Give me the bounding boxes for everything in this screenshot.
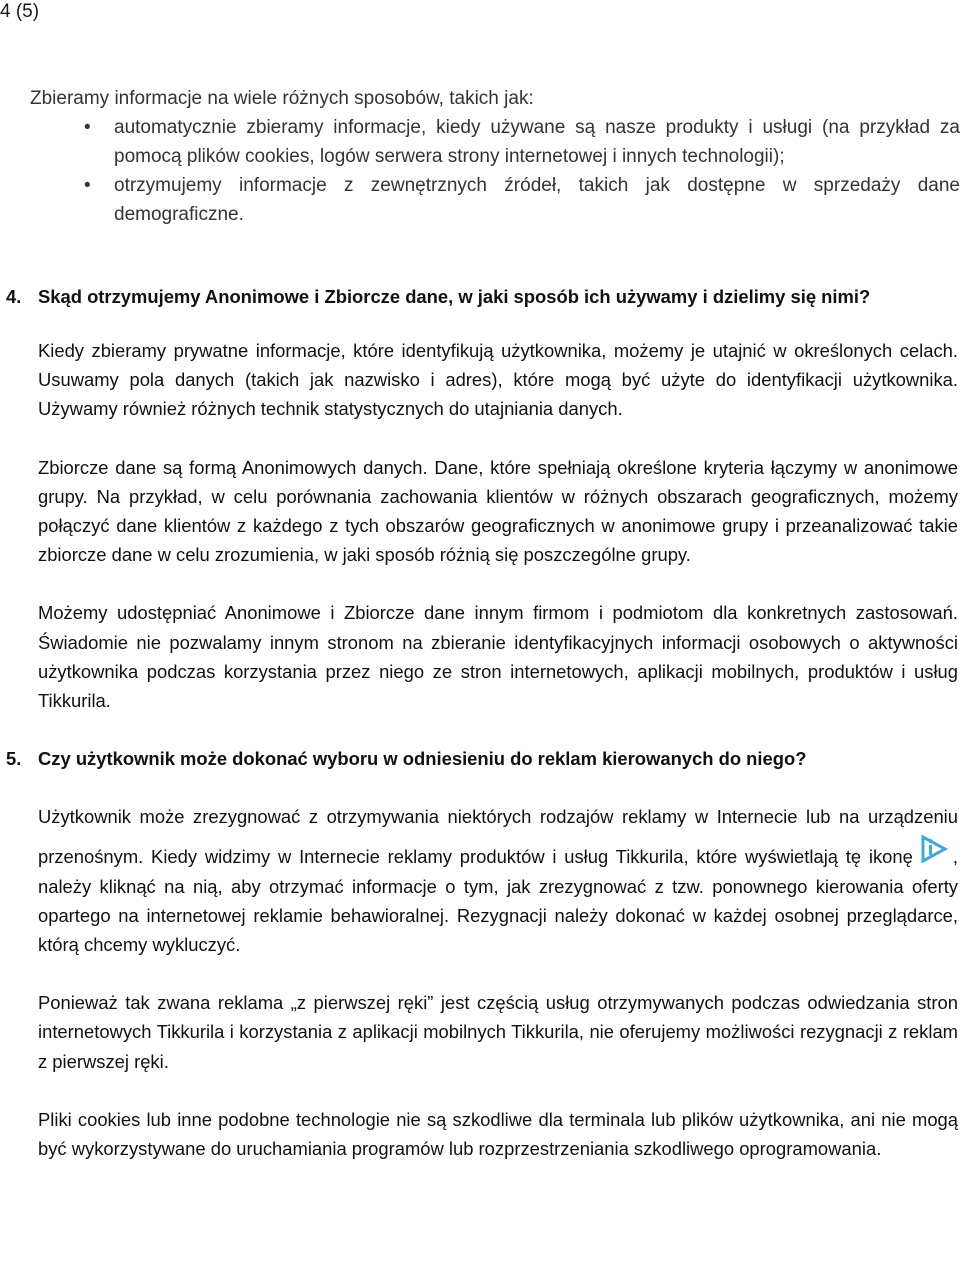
paragraph: Pliki cookies lub inne podobne technologie nie są szkodliwe dla terminala lub plików użytkownika, ani nie mogą być wykorzystywane do uruchamiania programów lub rozprzestrzeniania szkodliwego oprogramowania.	[38, 1108, 958, 1160]
section-4-heading	[6, 282, 958, 311]
paragraph	[38, 802, 958, 959]
document-body	[6, 282, 958, 1192]
section-title: Czy użytkownik może dokonać wyboru w odniesieniu do reklam kierowanych do niego?	[38, 748, 807, 770]
paragraph: Zbiorcze dane są formą Anonimowych danych. Dane, które spełniają określone kryteria łączymy w anonimowe grupy. Na przykład, w celu porównania zachowania klientów w różnych obszarach geograficznych, możemy połączyć dane klientów z każdego z tych obszarów geograficznych w anonimowe grupy i przeanalizować takie zbiorcze dane w celu zrozumienia, w jaki sposób różnią się poszczególne grupy.	[38, 456, 958, 566]
paragraph-text: , należy kliknąć na nią, aby otrzymać informacje o tym, jak zrezygnować z tzw. ponownego kierowania oferty opartego na internetowej reklamie behawioralnej. Rezygnacji należy dokonać w każdej osobnej przeglądarce, którą chcemy wykluczyć.	[38, 846, 958, 956]
intro-lead: Zbieramy informacje na wiele różnych sposobów, takich jak:	[30, 88, 534, 109]
paragraph: Możemy udostępniać Anonimowe i Zbiorcze dane innym firmom i podmiotom dla konkretnych zastosowań. Świadomie nie pozwalamy innym stronom na zbieranie identyfikacyjnych informacji osobowych o aktywności użytkownika podczas korzystania przez niego ze stron internetowych, aplikacji mobilnych, produktów i usług Tikkurila.	[38, 602, 958, 712]
paragraph-text: Użytkownik może zrezygnować z otrzymywania niektórych rodzajów reklamy w Internecie lub na urządzeniu przenośnym. Kiedy widzimy w Internecie reklamy produktów i usług Tikkurila, które wyświetlają tę ikonę	[38, 806, 958, 868]
list-item: • automatycznie zbieramy informacje, kiedy używane są nasze produkty i usługi (na przykład za pomocą plików cookies, logów serwera strony internetowej i innych technologii);	[114, 113, 960, 171]
page-number: 4 (5)	[0, 1, 40, 22]
section-5-heading	[6, 744, 958, 773]
paragraph: Ponieważ tak zwana reklama „z pierwszej ręki” jest częścią usług otrzymywanych podczas odwiedzania stron internetowych Tikkurila i korzystania z aplikacji mobilnych Tikkurila, nie oferujemy możliwości rezygnacji z reklam z pierwszej ręki.	[38, 992, 958, 1072]
intro-section	[30, 84, 960, 229]
list-item: • otrzymujemy informacje z zewnętrznych źródeł, takich jak dostępne w sprzedaży dane demograficzne.	[114, 171, 960, 229]
paragraph: Kiedy zbieramy prywatne informacje, które identyfikują użytkownika, możemy je utajnić w określonych celach. Usuwamy pola danych (takich jak nazwisko i adres), które mogą być użyte do identyfikacji użytkownika. Używamy również różnych technik statystycznych do utajniania danych.	[38, 340, 958, 420]
adchoices-icon[interactable]	[917, 831, 953, 867]
section-number: 5.	[6, 748, 22, 770]
section-title: Skąd otrzymujemy Anonimowe i Zbiorcze dane, w jaki sposób ich używamy i dzielimy się nimi?	[38, 286, 871, 307]
intro-bullet-list	[30, 113, 960, 229]
section-number: 4.	[6, 286, 22, 307]
